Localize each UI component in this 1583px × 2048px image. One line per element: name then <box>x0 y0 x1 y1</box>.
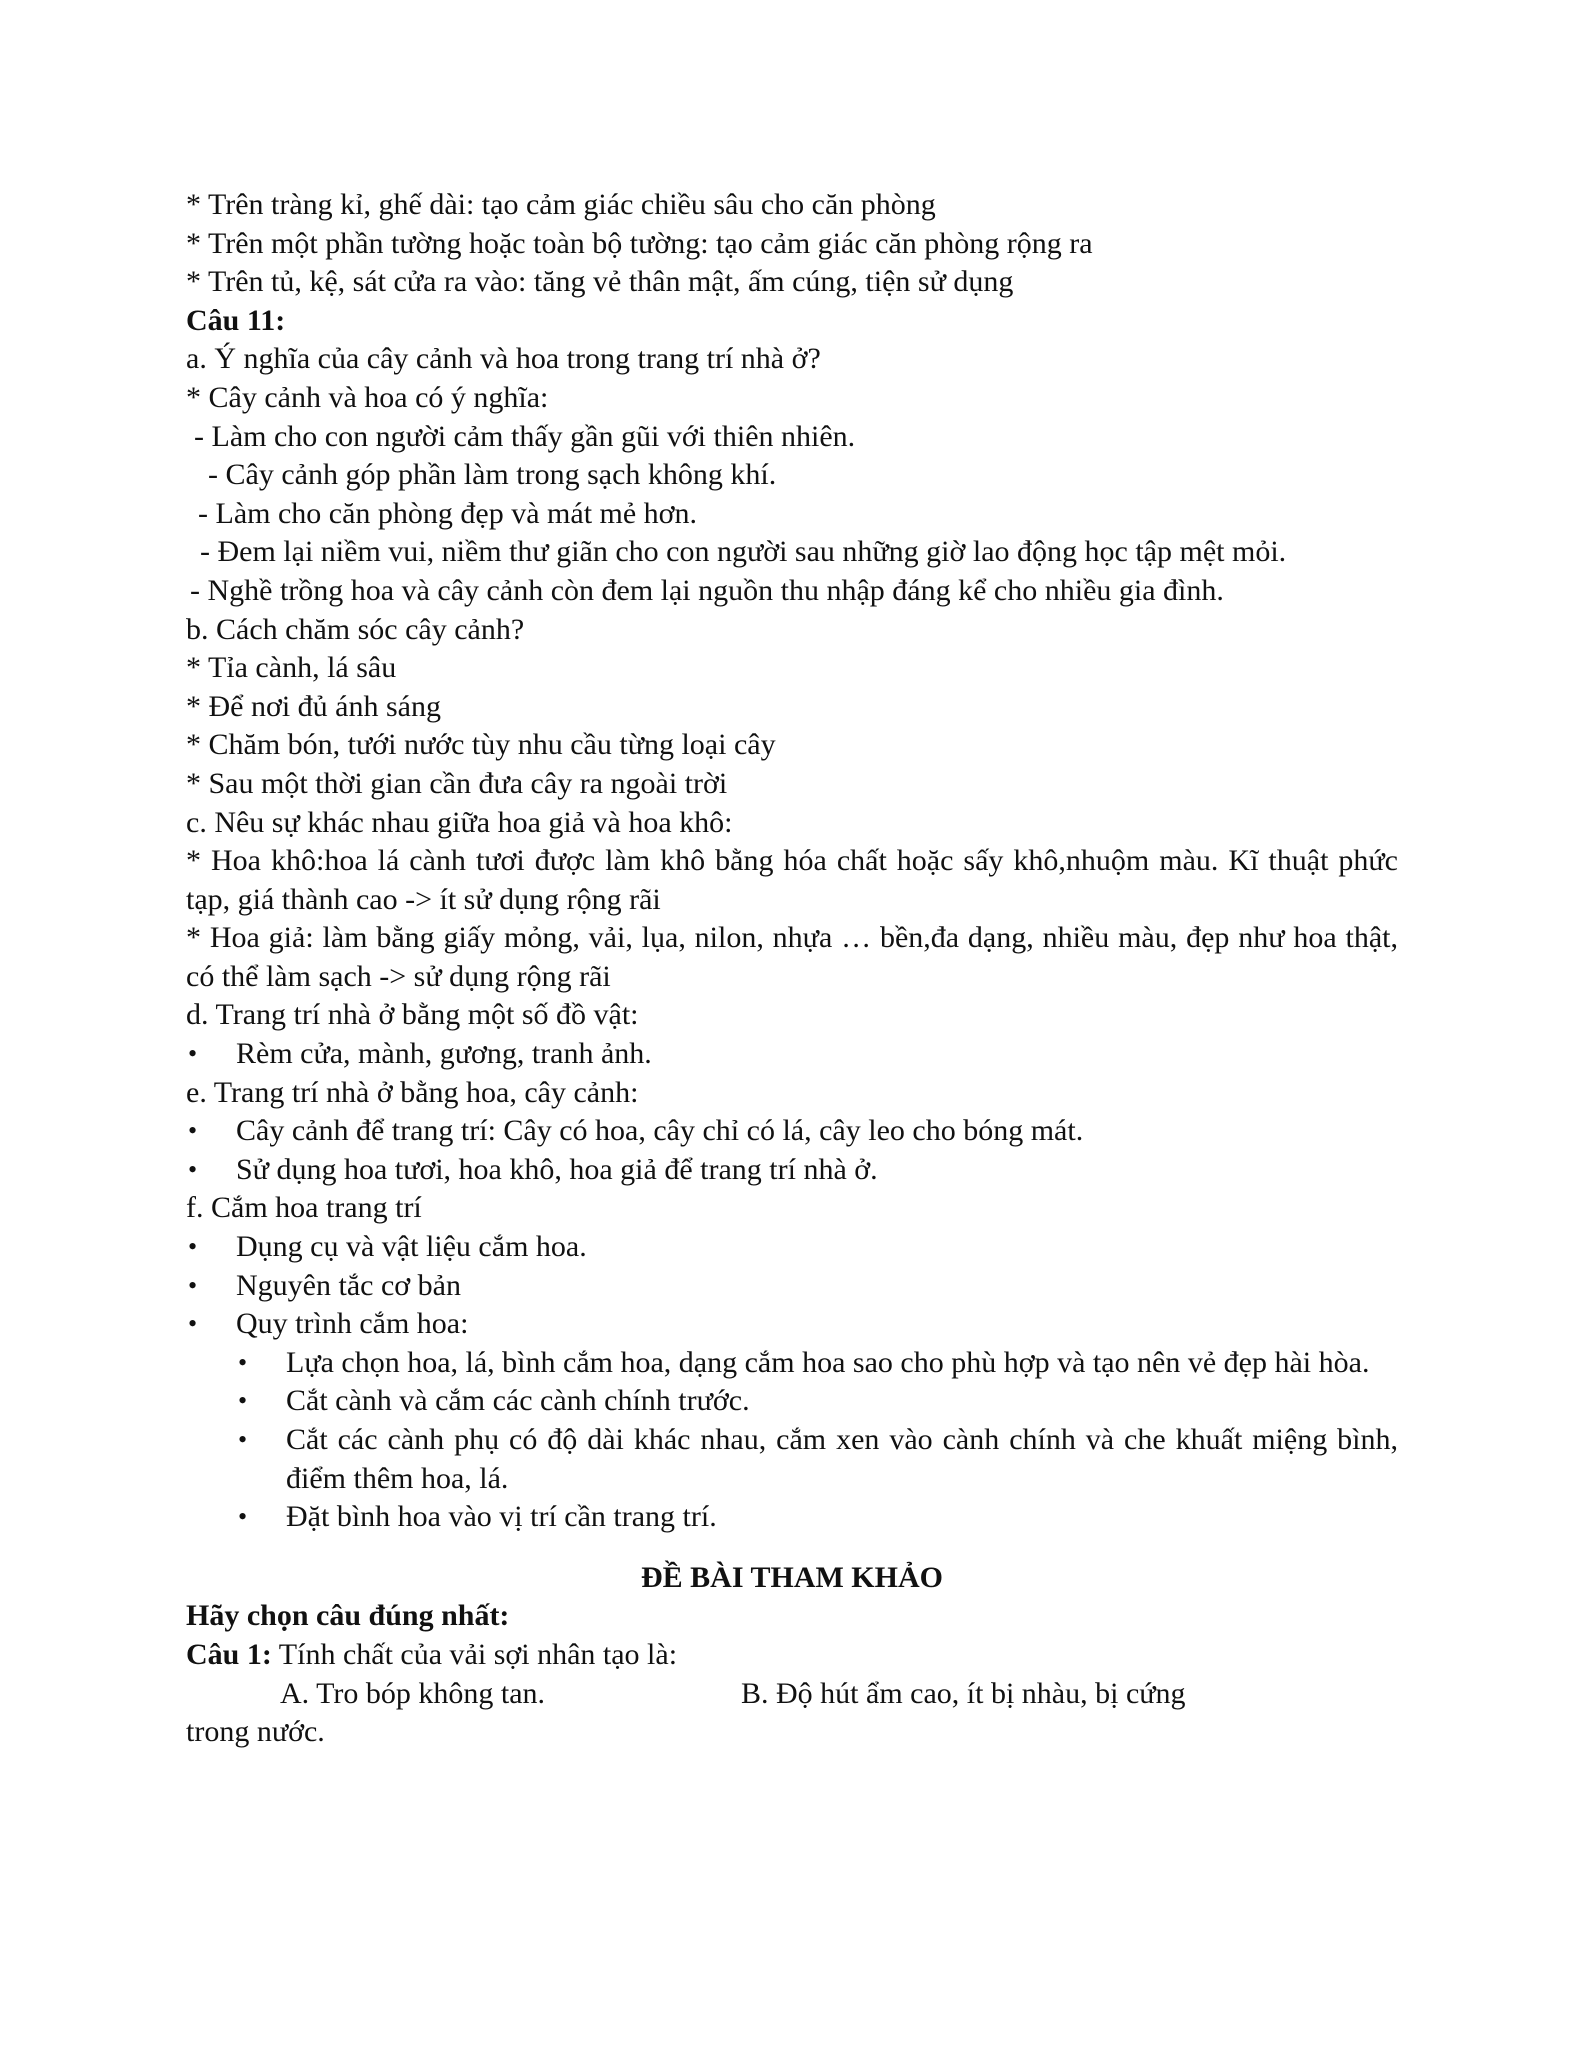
bullet-list-d <box>186 1035 1398 1074</box>
sub-bullet-list-f <box>186 1344 1398 1537</box>
list-item: * Hoa giả: làm bằng giấy mỏng, vải, lụa, nilon, nhựa … bền,đa dạng, nhiều màu, đẹp như hoa thật, có thể làm sạch -> sử dụng rộng rãi <box>186 921 1398 993</box>
list-item: * Hoa khô:hoa lá cành tươi được làm khô bằng hóa chất hoặc sấy khô,nhuộm màu. Kĩ thuật phức tạp, giá thành cao -> ít sử dụng rộng rãi <box>186 844 1398 916</box>
bullet-item: • Sử dụng hoa tươi, hoa khô, hoa giả để trang trí nhà ở. <box>186 1151 1398 1190</box>
heading-f: f. Cắm hoa trang trí <box>186 1191 422 1225</box>
bullet-item: • Dụng cụ và vật liệu cắm hoa. <box>186 1228 1398 1267</box>
sub-bullet-item: • Lựa chọn hoa, lá, bình cắm hoa, dạng cắm hoa sao cho phù hợp và tạo nên vẻ đẹp hài hòa. <box>186 1344 1398 1383</box>
bullet-item: • Nguyên tắc cơ bản <box>186 1267 1398 1306</box>
bullet-item: • Quy trình cắm hoa: <box>186 1305 1398 1344</box>
exam-title: ĐỀ BÀI THAM KHẢO <box>641 1560 943 1594</box>
list-item: - Làm cho căn phòng đẹp và mát mẻ hơn. <box>198 496 698 530</box>
question-1 <box>186 1636 1398 1675</box>
question-1-text: Tính chất của vải sợi nhân tạo là: <box>271 1637 678 1671</box>
option-a: A. Tro bóp không tan. <box>280 1676 546 1710</box>
option-b: B. Độ hút ẩm cao, ít bị nhàu, bị cứng <box>741 1676 1186 1710</box>
heading-d: d. Trang trí nhà ở bằng một số đồ vật: <box>186 998 639 1032</box>
list-item: - Đem lại niềm vui, niềm thư giãn cho con người sau những giờ lao động học tập mệt mỏi. <box>200 535 1287 569</box>
question-1-label: Câu 1: <box>186 1637 272 1671</box>
question-c: c. Nêu sự khác nhau giữa hoa giả và hoa khô: <box>186 805 733 839</box>
option-b-continued: trong nước. <box>186 1715 325 1749</box>
list-item: * Tỉa cành, lá sâu <box>186 651 397 685</box>
bullet-item: • Rèm cửa, mành, gương, tranh ảnh. <box>186 1035 1398 1074</box>
sub-bullet-item: • Cắt cành và cắm các cành chính trước. <box>186 1382 1398 1421</box>
sub-bullet-item: • Đặt bình hoa vào vị trí cần trang trí. <box>186 1498 1398 1537</box>
text-line: * Trên một phần tường hoặc toàn bộ tường: tạo cảm giác căn phòng rộng ra <box>186 226 1093 260</box>
section-heading-cau-11: Câu 11: <box>186 303 286 337</box>
text-line: * Cây cảnh và hoa có ý nghĩa: <box>186 380 549 414</box>
text-line: * Trên tủ, kệ, sát cửa ra vào: tăng vẻ thân mật, ấm cúng, tiện sử dụng <box>186 265 1014 299</box>
question-b: b. Cách chăm sóc cây cảnh? <box>186 612 525 646</box>
list-item: - Làm cho con người cảm thấy gần gũi với thiên nhiên. <box>194 419 856 453</box>
heading-e: e. Trang trí nhà ở bằng hoa, cây cảnh: <box>186 1075 639 1109</box>
question-a: a. Ý nghĩa của cây cảnh và hoa trong trang trí nhà ở? <box>186 342 821 376</box>
bullet-item: • Cây cảnh để trang trí: Cây có hoa, cây chỉ có lá, cây leo cho bóng mát. <box>186 1112 1398 1151</box>
list-item: * Chăm bón, tưới nước tùy nhu cầu từng loại cây <box>186 728 776 762</box>
bullet-list-e <box>186 1112 1398 1189</box>
list-item: * Sau một thời gian cần đưa cây ra ngoài trời <box>186 766 728 800</box>
list-item: - Nghề trồng hoa và cây cảnh còn đem lại nguồn thu nhập đáng kể cho nhiều gia đình. <box>190 573 1224 607</box>
document-page <box>186 186 1398 1752</box>
list-item: * Để nơi đủ ánh sáng <box>186 689 441 723</box>
list-item: - Cây cảnh góp phần làm trong sạch không khí. <box>208 458 777 492</box>
exam-instruction: Hãy chọn câu đúng nhất: <box>186 1599 510 1633</box>
question-1-options <box>186 1675 1398 1714</box>
bullet-list-f <box>186 1228 1398 1344</box>
sub-bullet-item: • Cắt các cành phụ có độ dài khác nhau, cắm xen vào cành chính và che khuất miệng bình, điểm thêm hoa, lá. <box>186 1421 1398 1498</box>
text-line: * Trên tràng kỉ, ghế dài: tạo cảm giác chiều sâu cho căn phòng <box>186 188 936 221</box>
